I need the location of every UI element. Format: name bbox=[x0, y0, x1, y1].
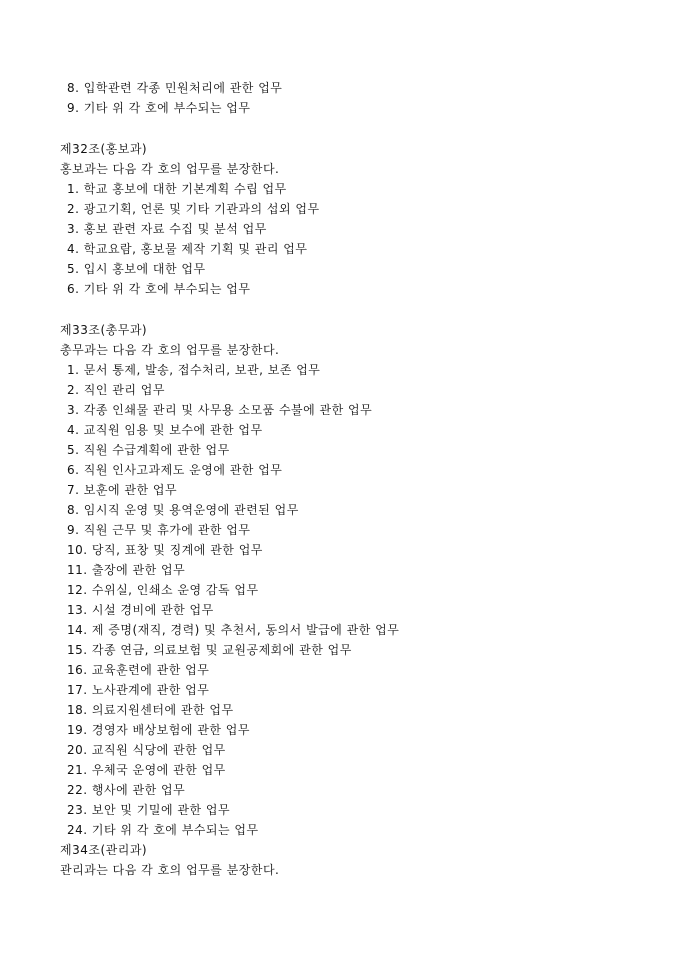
list-item: 17. 노사관계에 관한 업무 bbox=[67, 683, 210, 697]
list-item: 24. 기타 위 각 호에 부수되는 업무 bbox=[67, 823, 259, 837]
article-intro: 총무과는 다음 각 호의 업무를 분장한다. bbox=[60, 343, 280, 357]
list-item: 12. 수위실, 인쇄소 운영 감독 업무 bbox=[67, 583, 259, 597]
list-item: 1. 학교 홍보에 대한 기본계획 수립 업무 bbox=[67, 182, 287, 196]
list-item: 11. 출장에 관한 업무 bbox=[67, 563, 186, 577]
list-item: 13. 시설 경비에 관한 업무 bbox=[67, 603, 214, 617]
list-item: 9. 직원 근무 및 휴가에 관한 업무 bbox=[67, 523, 251, 537]
list-item: 8. 입학관련 각종 민원처리에 관한 업무 bbox=[67, 81, 283, 95]
article-title: 제33조(총무과) bbox=[60, 323, 148, 337]
article-intro: 홍보과는 다음 각 호의 업무를 분장한다. bbox=[60, 162, 280, 176]
list-item: 3. 홍보 관련 자료 수집 및 분석 업무 bbox=[67, 222, 267, 236]
list-item: 19. 경영자 배상보험에 관한 업무 bbox=[67, 723, 250, 737]
list-item: 2. 광고기획, 언론 및 기타 기관과의 섭외 업무 bbox=[67, 202, 320, 216]
list-item: 8. 임시직 운영 및 용역운영에 관련된 업무 bbox=[67, 503, 299, 517]
list-item: 23. 보안 및 기밀에 관한 업무 bbox=[67, 803, 231, 817]
list-item: 4. 학교요람, 홍보물 제작 기획 및 관리 업무 bbox=[67, 242, 308, 256]
list-item: 1. 문서 통제, 발송, 접수처리, 보관, 보존 업무 bbox=[67, 363, 321, 377]
list-item: 20. 교직원 식당에 관한 업무 bbox=[67, 743, 226, 757]
list-item: 14. 제 증명(재직, 경력) 및 추천서, 동의서 발급에 관한 업무 bbox=[67, 623, 400, 637]
list-item: 5. 직원 수급계획에 관한 업무 bbox=[67, 443, 230, 457]
article-title: 제34조(관리과) bbox=[60, 843, 148, 857]
list-item: 22. 행사에 관한 업무 bbox=[67, 783, 186, 797]
article-intro: 관리과는 다음 각 호의 업무를 분장한다. bbox=[60, 863, 280, 877]
list-item: 7. 보훈에 관한 업무 bbox=[67, 483, 178, 497]
list-item: 10. 당직, 표창 및 징계에 관한 업무 bbox=[67, 543, 263, 557]
article-title: 제32조(홍보과) bbox=[60, 142, 148, 156]
list-item: 21. 우체국 운영에 관한 업무 bbox=[67, 763, 226, 777]
list-item: 15. 각종 연금, 의료보험 및 교원공제회에 관한 업무 bbox=[67, 643, 352, 657]
list-item: 2. 직인 관리 업무 bbox=[67, 383, 165, 397]
list-item: 16. 교육훈련에 관한 업무 bbox=[67, 663, 210, 677]
list-item: 18. 의료지원센터에 관한 업무 bbox=[67, 703, 234, 717]
list-item: 6. 직원 인사고과제도 운영에 관한 업무 bbox=[67, 463, 283, 477]
list-item: 3. 각종 인쇄물 관리 및 사무용 소모품 수불에 관한 업무 bbox=[67, 403, 373, 417]
list-item: 5. 입시 홍보에 대한 업무 bbox=[67, 262, 206, 276]
list-item: 9. 기타 위 각 호에 부수되는 업무 bbox=[67, 101, 251, 115]
list-item: 4. 교직원 임용 및 보수에 관한 업무 bbox=[67, 423, 263, 437]
list-item: 6. 기타 위 각 호에 부수되는 업무 bbox=[67, 282, 251, 296]
